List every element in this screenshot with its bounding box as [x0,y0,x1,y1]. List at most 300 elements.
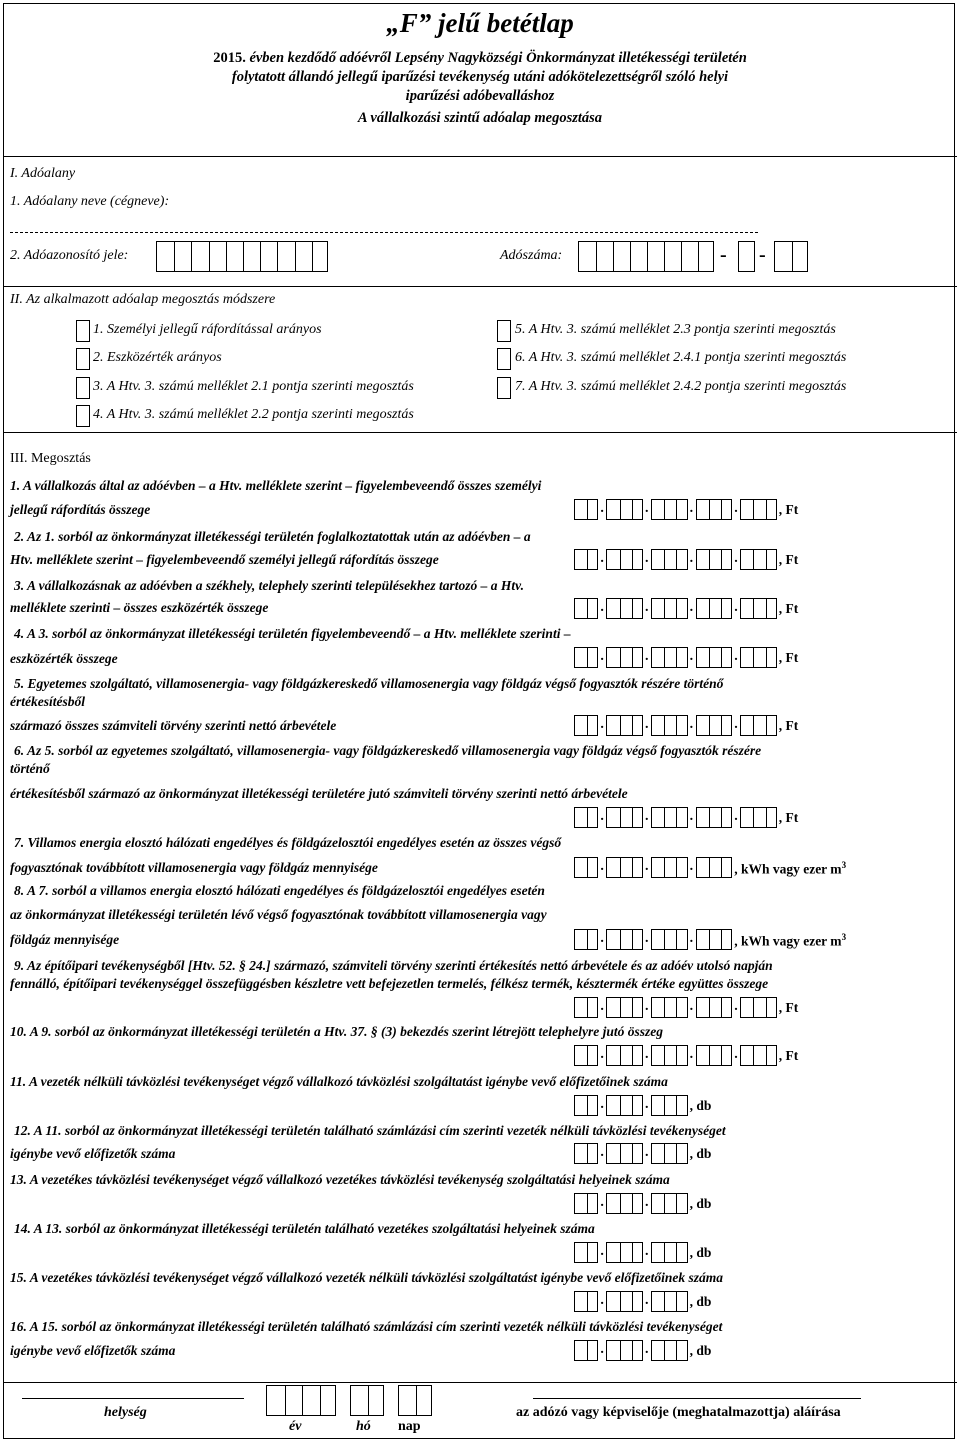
thousand-separator: . [600,551,604,566]
thousand-separator: . [734,809,738,824]
digit-cell-divider [632,648,633,667]
digit-cell-divider [620,648,621,667]
digit-cell-divider [664,1096,665,1115]
digit-cell-divider [709,648,710,667]
digit-cell-divider [676,716,677,735]
digit-group[interactable] [651,1242,688,1263]
unit-label: , db [689,1294,712,1309]
digit-group[interactable] [606,997,643,1018]
digit-group[interactable] [651,807,688,828]
digit-group[interactable] [574,807,598,828]
digit-cell-divider [709,998,710,1017]
row-7-text-1: 7. Villamos energia elosztó hálózati engedélyes és földgázelosztói engedélyes esetén az összes végső [14,835,562,850]
unit-label: , kWh vagy ezer $m^3$ [734,860,847,877]
digit-cell-divider [676,500,677,519]
thousand-separator: . [689,931,694,946]
digit-cell-divider [676,998,677,1017]
place-line[interactable] [22,1398,244,1399]
digit-group[interactable] [574,1340,598,1361]
digit-group[interactable] [606,929,643,950]
header-line-3: iparűzési adóbevalláshoz [405,88,555,104]
thousand-separator: . [645,717,649,732]
digit-cell-divider [709,858,710,877]
digit-cell-divider [632,1096,633,1115]
digit-cell-divider [676,550,677,569]
option-4-checkbox[interactable] [76,405,90,427]
tax-number-field-3[interactable] [774,241,808,272]
thousand-separator: . [645,931,649,946]
option-2-checkbox[interactable] [76,348,90,370]
digit-cell-divider [620,858,621,877]
digit-cell-divider [664,1194,665,1213]
box-cell-divider [698,242,699,271]
signature-line[interactable] [533,1398,861,1399]
digit-cell-divider [664,1046,665,1065]
digit-group[interactable] [651,549,688,570]
digit-group[interactable] [606,1242,643,1263]
day-label: nap [398,1419,421,1434]
unit-label: , db [689,1146,712,1161]
unit-label: , kWh vagy ezer $m^3$ [734,932,847,949]
digit-cell-divider [632,550,633,569]
digit-group[interactable] [651,1193,688,1214]
digit-cell-divider [766,648,767,667]
digit-group[interactable] [740,1045,777,1066]
box-cell-divider [209,242,210,271]
digit-cell-divider [587,550,588,569]
unit-label: , Ft [778,601,799,616]
thousand-separator: . [734,551,738,566]
row-3-text-2: melléklete szerinti – összes eszközérték összege [10,600,269,615]
digit-group[interactable] [696,499,733,520]
thousand-separator: . [600,931,604,946]
box-cell-divider [647,242,648,271]
place-label: helység [104,1405,147,1420]
row-16-text-2: igénybe vevő előfizetők száma [10,1343,176,1358]
row-6-text-2: értékesítésből származó az önkormányzat illetékességi területére jutó számviteli törvény szerinti nettó árbevétele [10,786,628,801]
row-1-text-2: jellegű ráfordítás összege [10,502,151,517]
digit-cell-divider [587,500,588,519]
digit-cell-divider [766,550,767,569]
digit-cell-divider [587,998,588,1017]
digit-cell-divider [620,599,621,618]
tax-number-field-1[interactable] [578,241,714,272]
row-5-text-2: származó összes számviteli törvény szerinti nettó árbevétele [10,718,337,733]
thousand-separator: . [734,1047,738,1062]
thousand-separator: . [600,717,604,732]
thousand-separator: . [600,1047,604,1062]
digit-cell-divider [632,858,633,877]
option-5-checkbox[interactable] [497,320,511,342]
digit-group[interactable] [651,647,688,668]
digit-group[interactable] [740,715,777,736]
digit-group[interactable] [574,499,598,520]
row-1-text-1: 1. A vállalkozás által az adóévben – a Htv. melléklete szerint – figyelembeveendő összes személyi [10,478,542,493]
digit-cell-divider [664,599,665,618]
thousand-separator: . [600,1195,604,1210]
row-16-text-1: 16. A 15. sorból az önkormányzat illetékességi területén található számlázási cím szerinti vezeték nélküli távközlési tevékenységet [10,1319,723,1334]
thousand-separator: . [600,649,604,664]
digit-group[interactable] [606,1193,643,1214]
row-8-text-1: 8. A 7. sorból a villamos energia elosztó hálózati engedélyes és földgázelosztói engedélyes esetén [14,883,545,898]
digit-group[interactable] [606,647,643,668]
digit-cell-divider [676,1243,677,1262]
box-cell-divider [191,242,192,271]
row-9-text-1: 9. Az építőipari tevékenységből [Htv. 52. § 24.] származó, számviteli törvény szerinti értékesítés nettó árbevétele és az adóév utolsó napján [14,958,773,973]
option-3-label: 3. A Htv. 3. számú melléklet 2.1 pontja szerinti megosztás [93,379,414,394]
thousand-separator: . [600,501,604,516]
digit-cell-divider [632,599,633,618]
unit-label: , Ft [778,810,799,825]
digit-cell-divider [766,998,767,1017]
digit-cell-divider [721,550,722,569]
digit-cell-divider [632,1341,633,1360]
digit-group[interactable] [696,997,733,1018]
header-line-2: folytatott állandó jellegű iparűzési tevékenység utáni adókötelezettségről szóló helyi [231,69,729,85]
box-cell-divider [681,242,682,271]
digit-cell-divider [620,930,621,949]
header-line-4: A vállalkozási szintű adóalap megosztása [357,110,603,126]
row-5-text-1: 5. Egyetemes szolgáltató, villamosenergia- vagy földgázkereskedő villamosenergia vagy földgáz végső fogyasztók részére történő [14,676,724,691]
thousand-separator: . [645,501,649,516]
digit-group[interactable] [696,1045,733,1066]
page-title: „F” jelű betétlap [386,8,574,38]
box-cell-divider [260,242,261,271]
section3-heading: III. Megosztás [10,451,91,466]
digit-cell-divider [676,858,677,877]
digit-group[interactable] [696,598,733,619]
row-13-text-1: 13. A vezetékes távközlési tevékenységet végző vállalkozó vezetékes távközlési tevékenység szolgáltatási helyeinek száma [10,1172,670,1187]
digit-cell-divider [753,648,754,667]
tax-id-label: 2. Adóazonosító jele: [10,248,129,263]
digit-group[interactable] [606,549,643,570]
option-7-label: 7. A Htv. 3. számú melléklet 2.4.2 pontja szerinti megosztás [515,379,847,394]
digit-group[interactable] [574,1045,598,1066]
row-11-text-1: 11. A vezeték nélküli távközlési tevékenységet végző vállalkozó távközlési szolgáltatást igénybe vevő előfizetőinek száma [10,1074,668,1089]
digit-cell-divider [766,1046,767,1065]
row-6-text-1b: történő [10,761,50,776]
thousand-separator: . [734,501,738,516]
thousand-separator: . [689,999,694,1014]
digit-cell-divider [587,858,588,877]
digit-cell-divider [632,1243,633,1262]
box-cell-divider [416,1386,417,1415]
digit-group[interactable] [651,1291,688,1312]
thousand-separator: . [645,1145,649,1160]
digit-cell-divider [709,1046,710,1065]
thousand-separator: . [645,1047,649,1062]
digit-group[interactable] [696,929,733,950]
digit-group[interactable] [574,549,598,570]
digit-cell-divider [721,648,722,667]
digit-group[interactable] [574,1095,598,1116]
digit-cell-divider [620,998,621,1017]
digit-group[interactable] [696,549,733,570]
digit-group[interactable] [606,1291,643,1312]
digit-group[interactable] [651,598,688,619]
digit-cell-divider [753,808,754,827]
digit-cell-divider [620,808,621,827]
digit-group[interactable] [574,715,598,736]
row-14-text-1: 14. A 13. sorból az önkormányzat illetékességi területén található vezetékes szolgáltatási helyeinek száma [14,1221,595,1236]
month-label: hó [356,1419,371,1434]
digit-group[interactable] [606,807,643,828]
thousand-separator: . [689,501,694,516]
digit-cell-divider [676,1144,677,1163]
option-1-label: 1. Személyi jellegű ráfordítással arányos [93,322,322,337]
unit-label: , db [689,1196,712,1211]
thousand-separator: . [600,1342,604,1357]
digit-group[interactable] [606,499,643,520]
digit-cell-divider [620,716,621,735]
unit-label: , Ft [778,502,799,517]
digit-cell-divider [620,1144,621,1163]
thousand-separator: . [645,1293,649,1308]
digit-cell-divider [676,808,677,827]
box-cell-divider [312,242,313,271]
name-field[interactable] [10,232,758,233]
digit-group[interactable] [696,857,733,878]
digit-cell-divider [587,599,588,618]
box-cell-divider [302,1386,303,1415]
box-cell-divider [243,242,244,271]
digit-group[interactable] [574,1143,598,1164]
row-3-text-1: 3. A vállalkozásnak az adóévben a székhely, telephely szerinti településekhez tartozó – a Htv. [14,578,524,593]
tax-id-field[interactable] [156,241,328,272]
digit-cell-divider [587,716,588,735]
digit-cell-divider [620,1243,621,1262]
divider-section3 [3,1382,957,1383]
digit-cell-divider [620,1096,621,1115]
thousand-separator: . [645,1195,649,1210]
digit-cell-divider [620,550,621,569]
digit-cell-divider [587,648,588,667]
digit-cell-divider [587,1046,588,1065]
thousand-separator: . [600,1097,604,1112]
digit-group[interactable] [696,647,733,668]
row-4-text-1: 4. A 3. sorból az önkormányzat illetékességi területén figyelembeveendő – a Htv. melléklete szerinti – [14,626,571,641]
left-border [3,156,4,1439]
tax-number-label: Adószáma: [500,248,563,263]
box-cell-divider [596,242,597,271]
section1-heading: I. Adóalany [10,166,76,181]
digit-cell-divider [632,1046,633,1065]
divider-section1 [3,286,957,287]
digit-cell-divider [620,1194,621,1213]
thousand-separator: . [645,600,649,615]
digit-cell-divider [664,1144,665,1163]
digit-cell-divider [632,808,633,827]
digit-group[interactable] [606,598,643,619]
digit-group[interactable] [606,715,643,736]
box-cell-divider [320,1386,321,1415]
digit-group[interactable] [574,929,598,950]
digit-group[interactable] [740,499,777,520]
digit-cell-divider [721,858,722,877]
digit-group[interactable] [651,997,688,1018]
option-6-label: 6. A Htv. 3. számú melléklet 2.4.1 pontja szerinti megosztás [515,350,847,365]
row-8-text-2: földgáz mennyisége [10,932,120,947]
option-4-label: 4. A Htv. 3. számú melléklet 2.2 pontja szerinti megosztás [93,407,414,422]
row-4-text-2: eszközérték összege [10,651,118,666]
option-2-label: 2. Eszközérték arányos [93,350,222,365]
digit-cell-divider [676,1194,677,1213]
digit-cell-divider [664,1341,665,1360]
tax-number-field-2[interactable] [738,241,755,272]
digit-cell-divider [676,1341,677,1360]
box-cell-divider [630,242,631,271]
thousand-separator: . [645,809,649,824]
digit-group[interactable] [740,807,777,828]
digit-group[interactable] [606,857,643,878]
digit-group[interactable] [740,997,777,1018]
digit-group[interactable] [740,598,777,619]
digit-group[interactable] [651,499,688,520]
thousand-separator: . [734,999,738,1014]
digit-group[interactable] [651,1045,688,1066]
digit-group[interactable] [574,857,598,878]
digit-group[interactable] [574,1193,598,1214]
box-cell-divider [664,242,665,271]
thousand-separator: . [645,649,649,664]
digit-cell-divider [676,1292,677,1311]
year-field[interactable] [266,1385,336,1416]
option-1-checkbox[interactable] [76,320,90,342]
thousand-separator: . [600,1145,604,1160]
digit-group[interactable] [574,1242,598,1263]
header-line-1: 2015. évben kezdődő adóévről Lepsény Nagyközségi Önkormányzat illetékességi területén [213,50,747,66]
digit-cell-divider [721,808,722,827]
thousand-separator: . [734,600,738,615]
thousand-separator: . [734,649,738,664]
digit-group[interactable] [740,549,777,570]
digit-group[interactable] [651,1095,688,1116]
digit-cell-divider [632,930,633,949]
digit-cell-divider [632,500,633,519]
month-field[interactable] [350,1385,384,1416]
digit-cell-divider [676,1046,677,1065]
thousand-separator: . [645,1342,649,1357]
box-cell-divider [285,1386,286,1415]
digit-cell-divider [721,1046,722,1065]
thousand-separator: . [645,859,649,874]
digit-cell-divider [632,1194,633,1213]
row-9-text-1b: fennálló, építőipari tevékenységgel összefüggésben készletre vett befejezetlen termelés, félkész termék, késztermék értéke együttes összege [10,976,769,991]
option-3-checkbox[interactable] [76,377,90,399]
digit-cell-divider [587,1194,588,1213]
digit-cell-divider [766,500,767,519]
digit-cell-divider [664,1243,665,1262]
section2-heading: II. Az alkalmazott adóalap megosztás módszere [10,292,276,307]
thousand-separator: . [600,1293,604,1308]
digit-cell-divider [709,500,710,519]
digit-group[interactable] [606,1045,643,1066]
digit-group[interactable] [606,1340,643,1361]
digit-cell-divider [587,1144,588,1163]
thousand-separator: . [734,717,738,732]
unit-label: , Ft [778,552,799,567]
digit-cell-divider [721,599,722,618]
unit-label: , Ft [778,650,799,665]
digit-cell-divider [753,599,754,618]
digit-cell-divider [709,808,710,827]
digit-cell-divider [587,1096,588,1115]
name-label: 1. Adóalany neve (cégneve): [10,194,170,209]
digit-group[interactable] [740,647,777,668]
digit-group[interactable] [574,997,598,1018]
thousand-separator: . [689,649,694,664]
digit-cell-divider [676,1096,677,1115]
digit-cell-divider [721,716,722,735]
thousand-separator: . [689,809,694,824]
digit-group[interactable] [574,647,598,668]
digit-cell-divider [664,550,665,569]
unit-label: , Ft [778,1048,799,1063]
thousand-separator: . [689,859,694,874]
digit-cell-divider [709,599,710,618]
digit-cell-divider [709,716,710,735]
row-12-text-1: 12. A 11. sorból az önkormányzat illetékességi területén található számlázási cím szerinti vezeték nélküli távközlési tevékenységet [14,1123,726,1138]
digit-group[interactable] [651,929,688,950]
row-5-text-1b: értékesítésből [10,694,85,709]
thousand-separator: . [645,1097,649,1112]
digit-cell-divider [632,716,633,735]
box-cell-divider [295,242,296,271]
digit-group[interactable] [606,1143,643,1164]
option-6-checkbox[interactable] [497,348,511,370]
digit-group[interactable] [651,857,688,878]
digit-cell-divider [632,1144,633,1163]
digit-cell-divider [709,930,710,949]
unit-label: , Ft [778,1000,799,1015]
digit-cell-divider [766,716,767,735]
digit-group[interactable] [696,715,733,736]
row-15-text-1: 15. A vezetékes távközlési tevékenységet végző vállalkozó vezeték nélküli távközlési szolgáltatást igénybe vevő előfizetőinek száma [10,1270,723,1285]
digit-cell-divider [753,500,754,519]
thousand-separator: . [689,551,694,566]
digit-cell-divider [721,998,722,1017]
digit-group[interactable] [574,598,598,619]
digit-group[interactable] [651,1143,688,1164]
digit-cell-divider [587,808,588,827]
digit-group[interactable] [651,715,688,736]
digit-cell-divider [664,858,665,877]
digit-cell-divider [632,998,633,1017]
signature-label: az adózó vagy képviselője (meghatalmazottja) aláírása [516,1405,841,1420]
option-7-checkbox[interactable] [497,377,511,399]
unit-label: , db [689,1245,712,1260]
digit-group[interactable] [651,1340,688,1361]
digit-cell-divider [753,716,754,735]
row-10-text-1: 10. A 9. sorból az önkormányzat illetékességi területén a Htv. 37. § (3) bekezdés szerint létrejött telephelyre jutó összeg [10,1024,663,1039]
row-6-text-1: 6. Az 5. sorból az egyetemes szolgáltató, villamosenergia- vagy földgázkereskedő villamosenergia vagy földgáz végső fogyasztók részére [14,743,762,758]
thousand-separator: . [600,1244,604,1259]
row-12-text-2: igénybe vevő előfizetők száma [10,1146,176,1161]
year-label: év [289,1419,302,1434]
digit-group[interactable] [696,807,733,828]
digit-group[interactable] [574,1291,598,1312]
digit-group[interactable] [606,1095,643,1116]
digit-cell-divider [664,808,665,827]
digit-cell-divider [766,808,767,827]
digit-cell-divider [587,930,588,949]
digit-cell-divider [753,550,754,569]
digit-cell-divider [753,1046,754,1065]
tax-sep-2: - [759,244,766,266]
day-field[interactable] [398,1385,432,1416]
thousand-separator: . [600,999,604,1014]
box-cell-divider [792,242,793,271]
